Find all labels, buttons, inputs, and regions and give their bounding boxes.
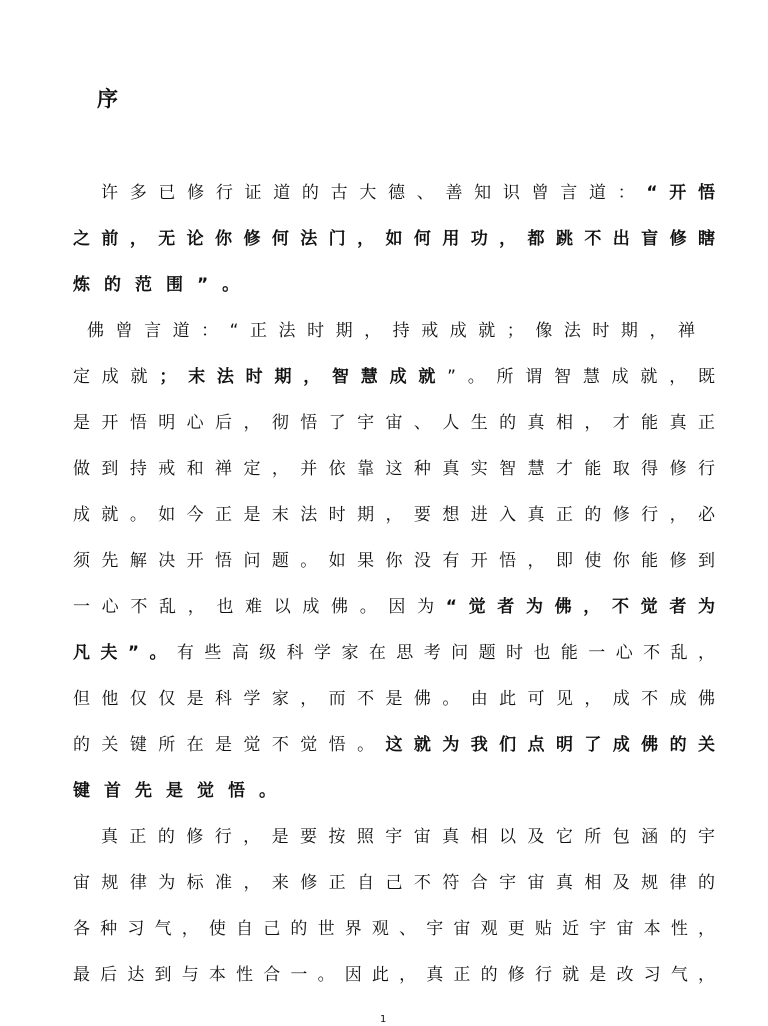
paragraph-line: [73, 178, 715, 208]
paragraph-line: [73, 546, 715, 576]
text-span: 的关键所在是觉不觉悟。: [73, 735, 386, 755]
page-title: 序: [97, 87, 118, 111]
text-span: 各种习气，使自己的世界观、宇宙观更贴近宇宙本性，: [73, 919, 715, 939]
paragraph-line: [73, 362, 715, 392]
paragraph-line: [73, 316, 695, 346]
paragraph-line: [73, 454, 715, 484]
page-number: 1: [380, 1014, 387, 1025]
text-span: 许多已修行证道的古大德、善知识曾言道：: [101, 183, 647, 203]
paragraph-line: [73, 868, 715, 898]
paragraph-line: [73, 592, 715, 622]
text-span: 宙规律为标准，来修正自己不符合宇宙真相及规律的: [73, 873, 715, 893]
text-span: ”。所谓智慧成就，既: [447, 367, 715, 387]
bold-text-span: 键首先是觉悟。: [73, 781, 290, 801]
text-span: 佛曾言道：“正法时期，持戒成就；像法时期，禅: [87, 321, 695, 341]
text-span: 有些高级科学家在思考问题时也能一心不乱，: [176, 643, 715, 663]
paragraph-line: [73, 224, 715, 254]
text-span: 须先解决开悟问题。如果你没有开悟，即使你能修到: [73, 551, 715, 571]
paragraph-line: [73, 730, 715, 760]
paragraph-line: [73, 822, 715, 852]
paragraph-line: [73, 776, 715, 806]
text-span: 定成就: [73, 367, 160, 387]
bold-text-span: “开悟: [646, 183, 715, 203]
paragraph-line: [73, 270, 715, 300]
bold-text-span: 炼的范围”。: [73, 275, 254, 295]
paragraph-line: [73, 408, 715, 438]
bold-text-span: “觉者为佛，不觉者为: [445, 597, 715, 617]
paragraph-line: [73, 638, 715, 668]
bold-text-span: 这就为我们点明了成佛的关: [385, 735, 715, 755]
text-span: 但他仅仅是科学家，而不是佛。由此可见，成不成佛: [73, 689, 715, 709]
text-span: 是开悟明心后，彻悟了宇宙、人生的真相，才能真正: [73, 413, 715, 433]
text-span: 最后达到与本性合一。因此，真正的修行就是改习气，: [73, 965, 715, 985]
bold-text-span: 之前，无论你修何法门，如何用功，都跳不出盲修瞎: [73, 229, 715, 249]
text-span: 真正的修行，是要按照宇宙真相以及它所包涵的宇: [101, 827, 715, 847]
text-span: 成就。如今正是末法时期，要想进入真正的修行，必: [73, 505, 715, 525]
text-span: 一心不乱，也难以成佛。因为: [73, 597, 446, 617]
bold-text-span: ；末法时期，智慧成就: [159, 367, 448, 387]
paragraph-line: [73, 960, 715, 990]
bold-text-span: 凡夫”。: [73, 643, 177, 663]
paragraph-line: [73, 500, 715, 530]
paragraph-line: [73, 684, 715, 714]
paragraph-line: [73, 914, 715, 944]
text-span: 做到持戒和禅定，并依靠这种真实智慧才能取得修行: [73, 459, 715, 479]
